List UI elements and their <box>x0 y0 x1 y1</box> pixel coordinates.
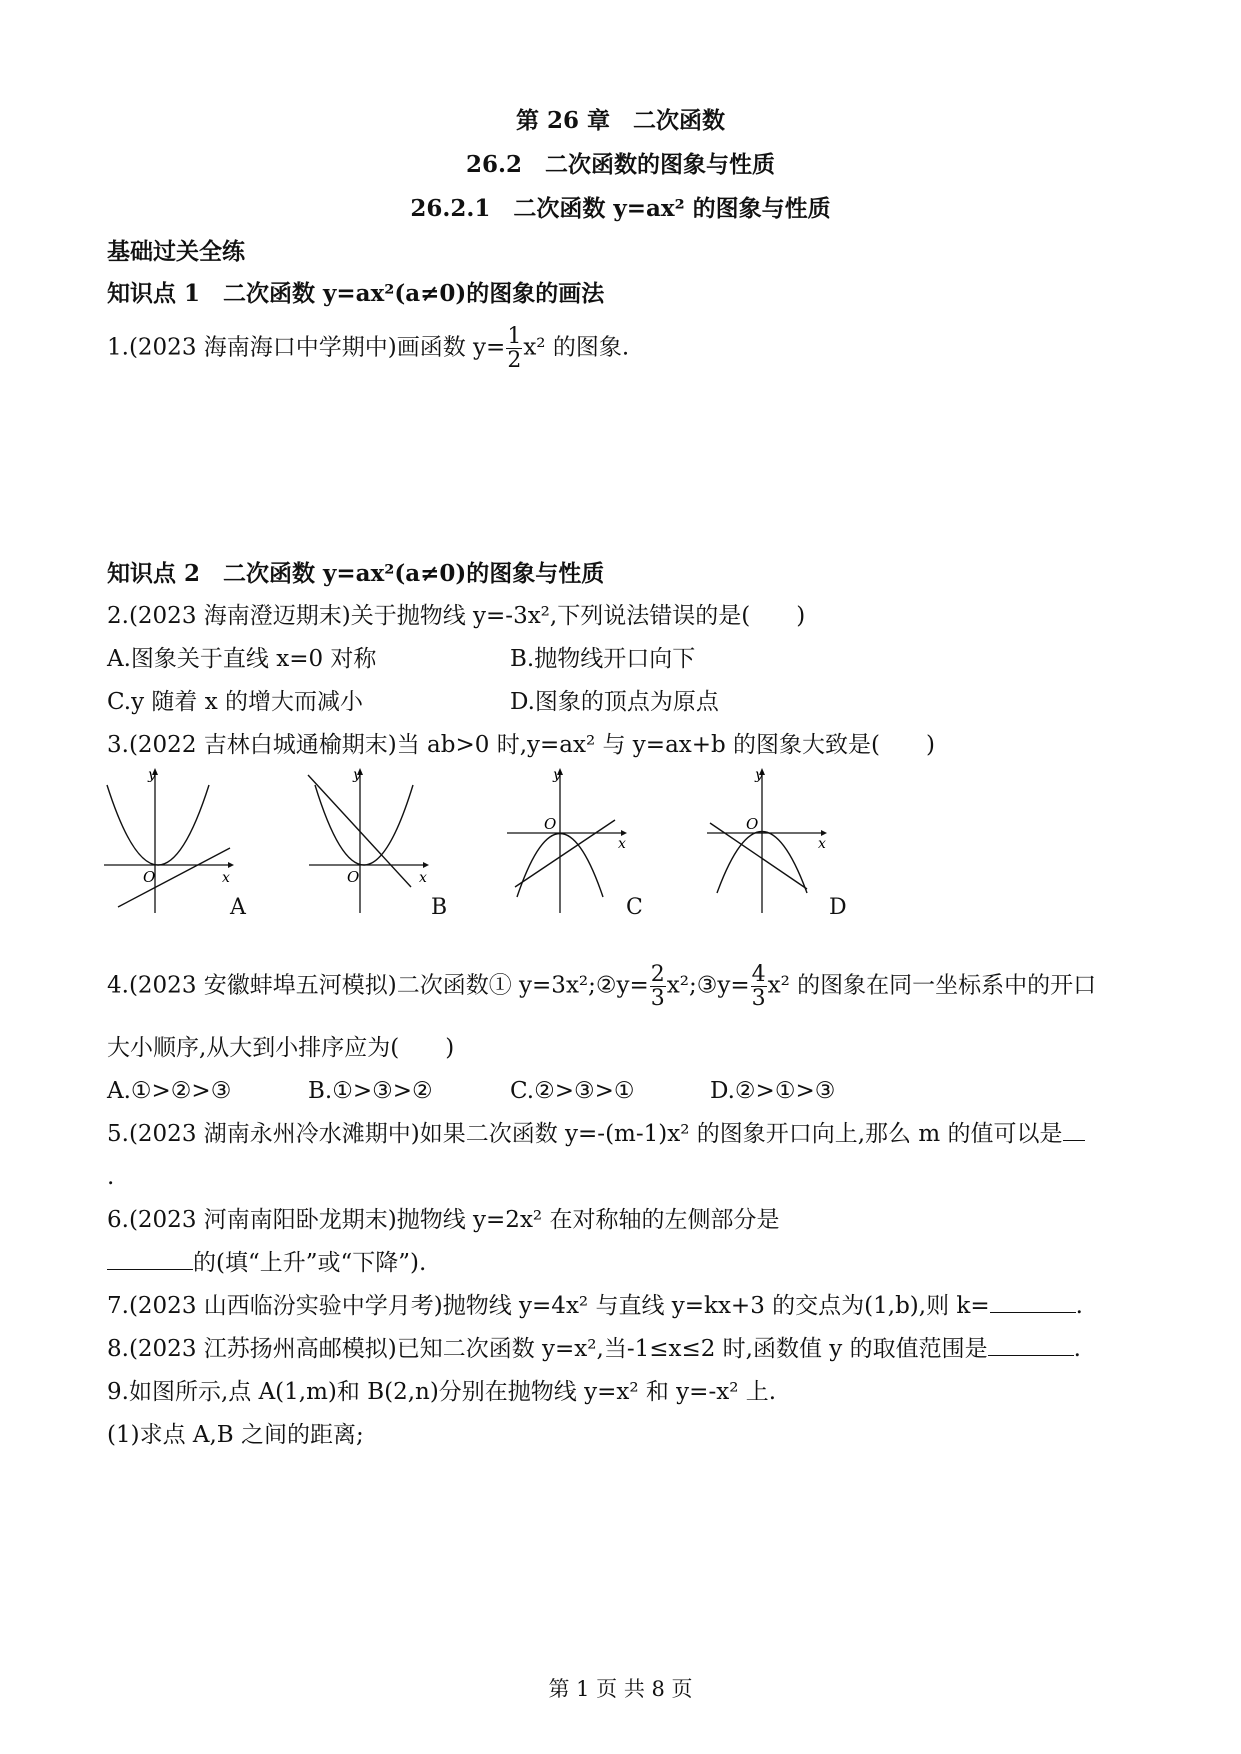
x-axis-label: x <box>222 870 230 886</box>
fraction-two-thirds <box>650 963 666 1010</box>
question-8 <box>107 1336 1081 1364</box>
y-axis-label: y <box>553 767 561 783</box>
question-6-line-2 <box>107 1250 426 1278</box>
question-2-option-b: B.抛物线开口向下 <box>510 646 696 672</box>
line <box>515 820 615 887</box>
question-2-option-a: A.图象关于直线 x=0 对称 <box>107 646 377 672</box>
question-5 <box>107 1121 1085 1149</box>
graph-a <box>100 765 250 915</box>
graph-b <box>305 765 455 915</box>
graph-c <box>505 765 655 915</box>
question-9-part-1: (1)求点 A,B 之间的距离; <box>107 1422 364 1448</box>
question-9: 9.如图所示,点 A(1,m)和 B(2,n)分别在抛物线 y=x² 和 y=-x² 上. <box>107 1379 777 1405</box>
parabola <box>107 785 209 865</box>
question-6: 6.(2023 河南南阳卧龙期末)抛物线 y=2x² 在对称轴的左侧部分是 <box>107 1207 780 1233</box>
origin-label: O <box>544 815 557 833</box>
question-1 <box>107 325 629 372</box>
graph-b-label: B <box>431 895 448 920</box>
question-1-suffix: x² 的图象. <box>523 334 630 361</box>
graph-a-label: A <box>230 895 246 920</box>
fraction-four-thirds <box>751 963 767 1010</box>
answer-blank[interactable] <box>990 1312 1076 1313</box>
question-2-option-c: C.y 随着 x 的增大而减小 <box>107 689 363 715</box>
answer-blank[interactable] <box>1063 1140 1085 1141</box>
question-8-tail: . <box>1073 1336 1081 1362</box>
origin-label: O <box>347 868 360 886</box>
question-4-part-2: x²;③y= <box>666 972 750 999</box>
question-1-prefix: 1.(2023 海南海口中学期中)画函数 y= <box>107 334 506 361</box>
parabola <box>315 785 413 865</box>
question-2-option-d: D.图象的顶点为原点 <box>510 689 719 715</box>
x-axis-label: x <box>818 836 826 852</box>
question-4-option-a: A.①>②>③ <box>107 1078 232 1104</box>
fraction-numerator: 2 <box>650 962 665 987</box>
question-4-part-3: x² 的图象在同一坐标系中的开口 <box>767 972 1097 999</box>
question-4-part-1: 4.(2023 安徽蚌埠五河模拟)二次函数① y=3x²;②y= <box>107 972 649 999</box>
question-4-option-d: D.②>①>③ <box>710 1078 836 1104</box>
question-4-option-c: C.②>③>① <box>510 1078 635 1104</box>
graph-d-label: D <box>829 895 847 920</box>
x-axis-label: x <box>419 870 427 886</box>
y-axis-label: y <box>353 767 361 783</box>
question-5-text: 5.(2023 湖南永州冷水滩期中)如果二次函数 y=-(m-1)x² 的图象开口向上,那么 m 的值可以是 <box>107 1121 1063 1147</box>
question-2: 2.(2023 海南澄迈期末)关于抛物线 y=-3x²,下列说法错误的是( ) <box>107 603 806 629</box>
origin-label: O <box>143 868 156 886</box>
graph-d <box>705 765 855 915</box>
answer-blank[interactable] <box>107 1269 193 1270</box>
question-4 <box>107 963 1096 1010</box>
x-axis-label: x <box>618 836 626 852</box>
origin-label: O <box>746 815 759 833</box>
fraction-denominator: 3 <box>650 986 665 1012</box>
fraction-numerator: 4 <box>751 962 766 987</box>
fraction-numerator: 1 <box>507 324 522 349</box>
y-axis-label: y <box>755 767 763 783</box>
question-7-text: 7.(2023 山西临汾实验中学月考)抛物线 y=4x² 与直线 y=kx+3 的交点为(1,b),则 k= <box>107 1293 990 1319</box>
question-6-line-2-text: 的(填“上升”或“下降”). <box>193 1250 427 1276</box>
page-footer: 第 1 页 共 8 页 <box>548 1677 693 1701</box>
practice-title: 基础过关全练 <box>107 238 245 265</box>
question-8-text: 8.(2023 江苏扬州高邮模拟)已知二次函数 y=x²,当-1≤x≤2 时,函数值 y 的取值范围是 <box>107 1336 988 1362</box>
fraction-denominator: 2 <box>507 348 522 374</box>
question-7-tail: . <box>1075 1293 1083 1319</box>
graph-c-label: C <box>626 895 643 920</box>
chapter-title: 第 26 章 二次函数 <box>515 107 726 134</box>
fraction-one-half <box>506 325 522 372</box>
y-axis-label: y <box>148 767 156 783</box>
question-4-line-2: 大小顺序,从大到小排序应为( ) <box>107 1035 455 1061</box>
question-5-tail: . <box>107 1164 115 1190</box>
question-3: 3.(2022 吉林白城通榆期末)当 ab>0 时,y=ax² 与 y=ax+b 的图象大致是( ) <box>107 732 935 758</box>
question-7 <box>107 1293 1083 1321</box>
subsection-title: 26.2.1 二次函数 y=ax² 的图象与性质 <box>410 195 831 222</box>
knowledge-point-1: 知识点 1 二次函数 y=ax²(a≠0)的图象的画法 <box>107 280 605 307</box>
knowledge-point-2: 知识点 2 二次函数 y=ax²(a≠0)的图象与性质 <box>107 560 605 587</box>
question-4-option-b: B.①>③>② <box>308 1078 433 1104</box>
answer-blank[interactable] <box>988 1355 1074 1356</box>
fraction-denominator: 3 <box>751 986 766 1012</box>
section-title: 26.2 二次函数的图象与性质 <box>465 151 776 178</box>
